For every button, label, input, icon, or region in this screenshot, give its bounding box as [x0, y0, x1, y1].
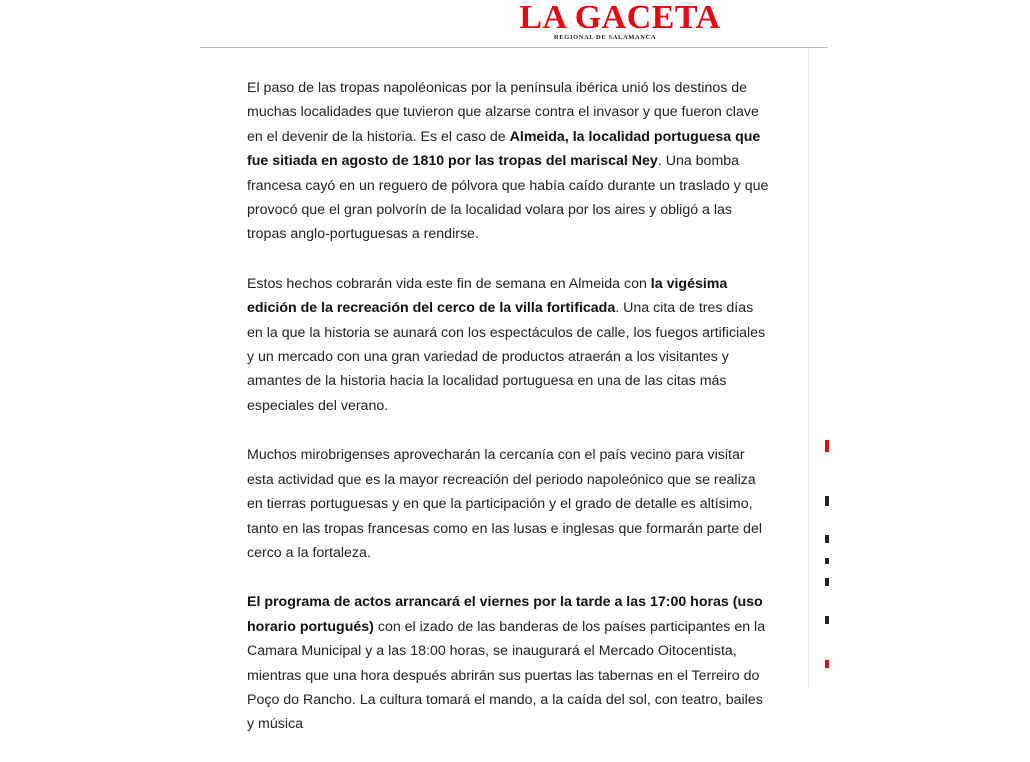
p4-bold-1: El programa de actos arrancará el viernes por la tarde a las 17:00 horas (uso horario portugués)	[247, 594, 763, 635]
p1-bold-1: Almeida, la localidad portuguesa que fue sitiada en agosto de 1810 por las tropas del mariscal Ney	[247, 128, 761, 170]
article-paragraph-4	[247, 590, 772, 736]
article-paragraph-3	[247, 443, 772, 565]
sidebar-fragment-red	[825, 660, 829, 668]
sidebar-divider	[808, 48, 809, 687]
site-header	[0, 0, 1030, 48]
logo-title: LA GACETA	[519, 0, 721, 36]
p4-text-1: con el izado de las banderas de los países participantes en la Camara Municipal y a las 18:00 horas, se inaugurará el Mercado Oitocentista, mientras que una hora después abrirán sus puertas las tabernas en el Terreiro do Poço do Rancho. La cultura tomará el mando, a la caída del sol, con teatro, bailes y música	[247, 618, 766, 733]
sidebar-fragment	[825, 558, 829, 564]
article-paragraph-2	[247, 272, 772, 418]
sidebar-fragment	[825, 535, 829, 543]
article-paragraph-1	[247, 76, 772, 247]
p2-text-2: . Una cita de tres días en la que la historia se aunará con los espectáculos de calle, los fuegos artificiales y un mercado con una gran variedad de productos atraerán a los visitantes y amantes de la historia hacia la localidad portuguesa en una de las citas más especiales del verano.	[247, 300, 766, 414]
logo-subtitle: REGIONAL DE SALAMANCA	[554, 34, 657, 41]
site-logo[interactable]	[508, 0, 732, 42]
p2-bold-1: la vigésima edición de la recreación del cerco de la villa fortificada	[247, 275, 728, 317]
header-divider	[200, 47, 828, 48]
sidebar-fragment	[825, 616, 829, 624]
p3-text-1: Muchos mirobrigenses aprovecharán la cercanía con el país vecino para visitar esta actividad que es la mayor recreación del periodo napoleónico que se realiza en tierras portuguesas y en que la participación y el grado de detalle es altísimo, tanto en las tropas francesas como en las lusas e inglesas que formarán parte del cerco a la fortaleza.	[247, 447, 762, 561]
article-body	[247, 76, 772, 762]
p1-text-2: . Una bomba francesa cayó en un reguero de pólvora que había caído durante un traslado y que provocó que el gran polvorín de la localidad volara por los aires y obligó a las tropas anglo-portuguesas a rendirse.	[247, 153, 769, 243]
sidebar-fragment	[825, 496, 829, 506]
p2-text-1: Estos hechos cobrarán vida este fin de semana en Almeida con	[247, 275, 651, 292]
p1-text-1: El paso de las tropas napoléonicas por la península ibérica unió los destinos de muchas localidades que tuvieron que alzarse contra el invasor y que fueron clave en el devenir de la historia. Es el caso de	[247, 80, 759, 145]
sidebar-fragment-red	[825, 440, 829, 452]
sidebar-fragment	[825, 578, 829, 586]
